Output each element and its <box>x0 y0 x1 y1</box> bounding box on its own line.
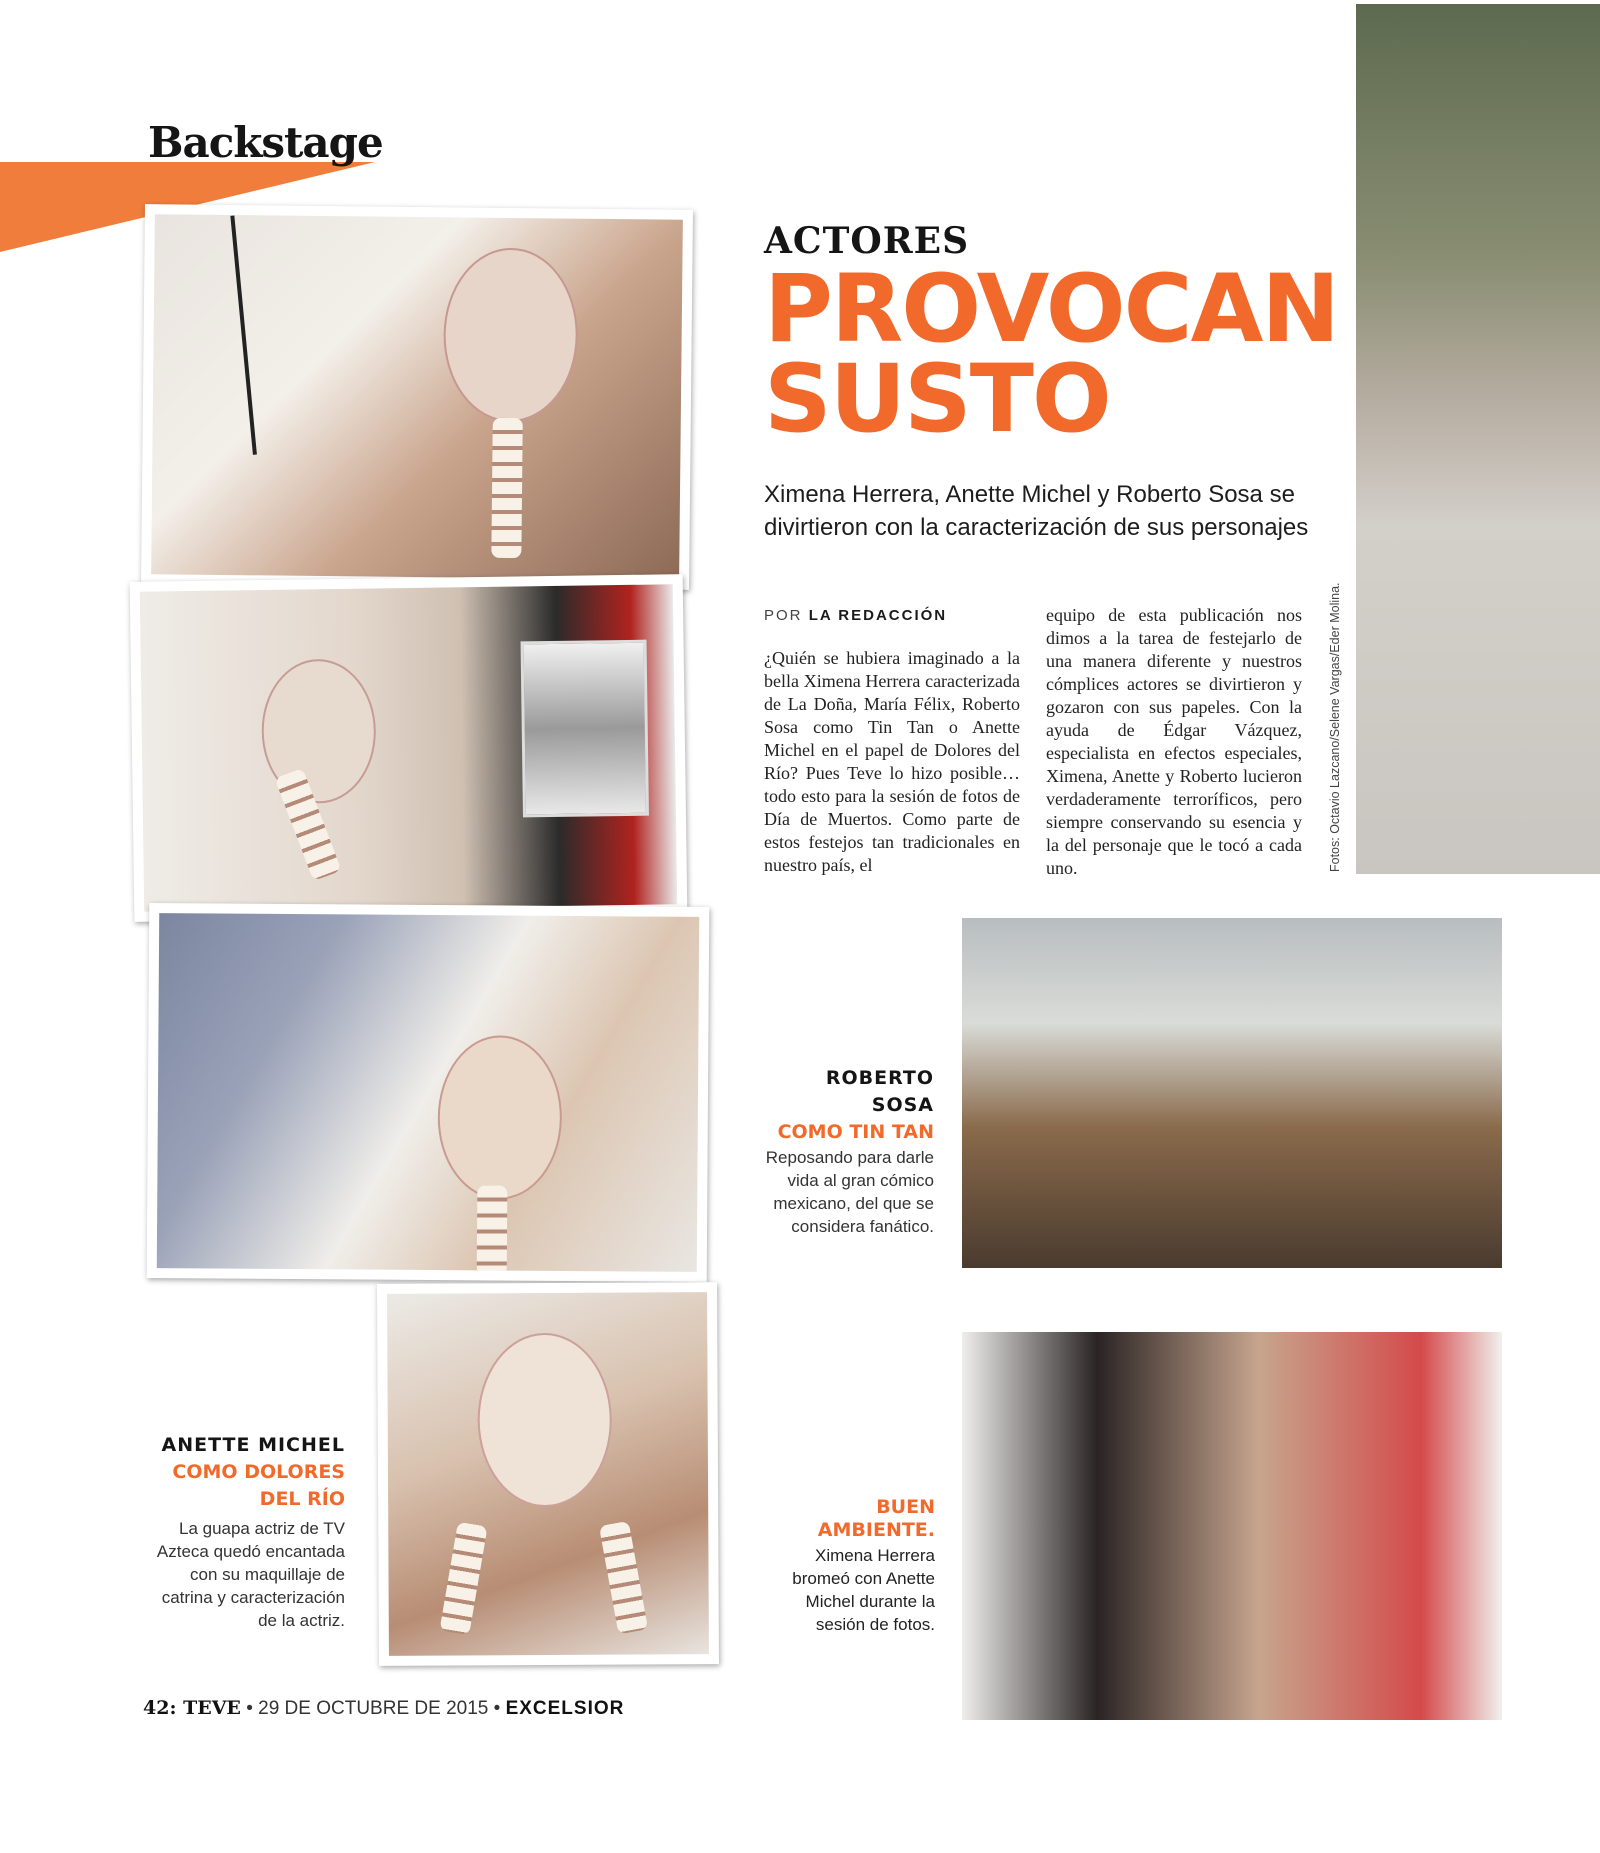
caption-name-line-1: ROBERTO <box>825 1067 934 1089</box>
photo-reference-portrait <box>130 574 688 922</box>
body-column-1: ¿Quién se hubiera imaginado a la bella Ximena Herrera caracterizada de La Doña, María Félix, Roberto Sosa como Tin Tan o Anette Michel en el papel de Dolores del Río? Pues Teve lo hizo posible… todo esto para la sesión de fotos de Día de Muertos. Como parte de estos festejos tan tradicionales en nuestro país, el <box>764 648 1020 875</box>
caption-role-line-2: DEL RÍO <box>259 1488 345 1510</box>
page-number: 42: TEVE <box>143 1697 241 1719</box>
photo-makeup-application <box>141 204 693 590</box>
caption-text: La guapa actriz de TV Azteca quedó encantada con su maquillaje de catrina y caracterización de la actriz. <box>156 1519 345 1630</box>
byline <box>764 607 947 624</box>
caption-name-line-2: SOSA <box>871 1094 934 1116</box>
article-dek: Ximena Herrera, Anette Michel y Roberto Sosa se divirtieron con la caracterización de sus personajes <box>764 481 1309 541</box>
headline-line-2: SUSTO <box>764 345 1110 454</box>
caption-role-line-2: AMBIENTE. <box>817 1519 935 1541</box>
byline-author: LA REDACCIÓN <box>808 607 948 624</box>
caption-text: Ximena Herrera bromeó con Anette Michel durante la sesión de fotos. <box>792 1546 935 1634</box>
caption-roberto <box>744 1065 934 1238</box>
caption-role: COMO TIN TAN <box>777 1121 934 1143</box>
page-footer <box>143 1697 624 1720</box>
photo-face-painting <box>147 903 710 1282</box>
body-column-2: equipo de esta publicación nos dimos a la tarea de festejarlo de una manera diferente y nuestros cómplices actores se divirtieron y gozaron con sus papeles. Con la ayuda de Édgar Vázquez, especialista en efectos especiales, Ximena, Anette y Roberto lucieron verdaderamente terroríficos, pero siempre conservando su esencia y la del personaje que le tocó a cada uno. <box>1046 605 1302 878</box>
issue-date: 29 DE OCTUBRE DE 2015 <box>258 1698 489 1719</box>
caption-text: Reposando para darle vida al gran cómico mexicano, del que se considera fanático. <box>765 1148 934 1236</box>
photo-anette-catrina <box>377 1282 719 1666</box>
photo-roberto-sosa <box>962 918 1502 1268</box>
publication-name: EXCELSIOR <box>505 1698 625 1719</box>
headline-line-1: PROVOCAN <box>764 255 1339 364</box>
street-photo <box>1356 4 1600 874</box>
footer-separator: • <box>246 1698 253 1719</box>
caption-role-line-1: COMO DOLORES <box>172 1461 345 1483</box>
caption-anette <box>140 1432 345 1632</box>
photo-buen-ambiente <box>962 1332 1502 1720</box>
article-headline <box>764 255 1364 454</box>
footer-separator: • <box>493 1698 501 1719</box>
caption-role-line-1: BUEN <box>876 1496 935 1518</box>
article-kicker: ACTORES <box>764 220 970 262</box>
caption-ambiente <box>760 1494 935 1636</box>
section-title: Backstage <box>148 118 383 167</box>
caption-name: ANETTE MICHEL <box>161 1434 345 1456</box>
byline-prefix: POR <box>764 607 803 624</box>
photo-credit: Fotos: Octavio Lazcano/Selene Vargas/Eder Molina. <box>1328 582 1342 872</box>
